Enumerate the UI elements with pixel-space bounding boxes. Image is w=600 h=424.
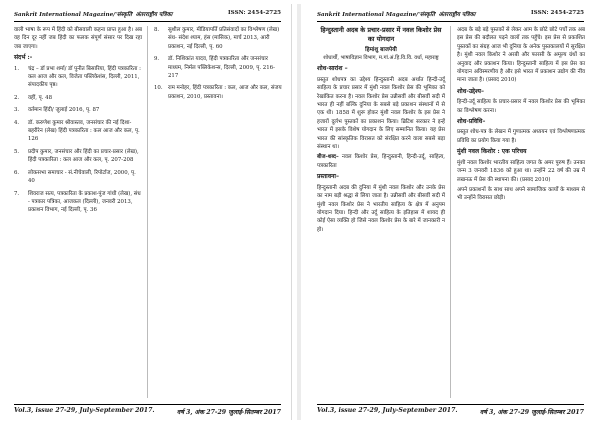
method-heading: शोध-प्रविधि–	[457, 118, 486, 126]
keywords-label: बीज-शब्द–	[317, 154, 339, 161]
reference-item	[14, 119, 142, 144]
reference-text: शिवराज सत्य, पत्रकारिता के प्रकाश-पुंज गांधी (लेख), संध - पत्रकार पत्रिका, आजकल (दिल्ली), जनवरी 2013, प्रकाशन विभाग, नई दिल्ली, पृ. 36	[28, 190, 141, 214]
author-name: हिमांशु बाजपेयी	[365, 47, 397, 53]
reference-item	[14, 169, 142, 186]
introduction-text: हिन्दुस्तानी अदब की दुनिया में मुंशी नवल किशोर और उनके प्रेस का नाम बड़ी श्रद्धा से लिया जाता है। उन्नीसवीं और बीसवीं सदी में मुंशी नवल किशोर प्रेस ने भारतीय साहित्य के क्षेत्र में अनुपम योगदान दिया। हिन्दी और उर्दू साहित्य के इतिहास में शायद ही कोई ऐसा व्यक्ति हो जिसे नवल किशोर प्रेस के बारे में जानकारी न हो।	[317, 184, 445, 233]
magazine-title: Sankrit International Magazine/'संस्कृति' अंतरराष्ट्रीय पत्रिका	[14, 12, 173, 18]
reference-text: वहीं, पृ. 48	[28, 94, 53, 101]
reference-number: 5.	[14, 148, 20, 155]
article-title: हिन्दुस्तानी अदब के प्रचार-प्रसार में नवल किशोर प्रेस का योगदान	[320, 26, 442, 43]
magazine-title: Sankrit International Magazine/'संस्कृति' अंतरराष्ट्रीय पत्रिका	[317, 12, 476, 18]
aim-text: हिन्दी-उर्दू साहित्य के प्रचार-प्रसार में नवल किशोर प्रेस की भूमिका का विश्लेषण करना।	[457, 99, 585, 114]
author-affiliation: शोधार्थी, भाषाविज्ञान विभाग, म.गां.अं.हि.वि.वि. वर्धा, महाराष्ट्र	[323, 55, 439, 62]
left-page	[4, 4, 292, 420]
reference-item	[14, 190, 142, 215]
reference-text: राम मनोहर, हिंदी पत्रकारिता : कल, आज और कल, संजय प्रकाशन, 2010, प्रस्तावना।	[168, 85, 282, 100]
keywords-line	[317, 153, 445, 170]
left-column-2	[154, 26, 282, 105]
left-column-1	[14, 26, 142, 219]
reference-item	[154, 55, 282, 80]
issn-number: ISSN: 2454-2725	[531, 10, 584, 16]
column-divider	[147, 26, 148, 398]
reference-text: डॉ. करुणेश कुमार श्रीवास्तव, जनसंचार की नई दिशा-बहरीरेन (लेख) हिंदी पत्रकारिता : कल आज और कल, पृ. 126	[28, 119, 140, 143]
magazine-spread	[4, 4, 596, 420]
column-divider	[450, 26, 451, 398]
reference-text: डॉ. निशिकांत यादव, हिंदी पत्रकारिता और जनसंचार माध्यम, निर्मल पब्लिकेशन्स, दिल्ली, 2009, पृ. 216-217	[168, 56, 275, 80]
issn-number: ISSN: 2454-2725	[228, 10, 281, 16]
reference-item	[14, 94, 142, 102]
reference-item	[14, 106, 142, 114]
header-rule	[317, 21, 584, 22]
references-list-continued	[154, 26, 282, 101]
reference-number: 2.	[14, 94, 20, 101]
reference-number: 3.	[14, 107, 20, 114]
biography-text-2: अपने प्रकाशनों के साथ साथ अपने सामाजिक कार्यों के माध्यम से भी उन्होंने विरासत छोड़ी।	[457, 186, 585, 202]
volume-issue-english: Vol.3, issue 27-29, July-September 2017.	[14, 407, 155, 414]
aim-heading: शोध-उद्देश्य–	[457, 87, 485, 95]
reference-item	[14, 148, 142, 165]
abstract-text: प्रस्तुत शोधपत्र का उद्देश्य हिन्दुस्तानी अदब अर्थात हिन्दी-उर्दू साहित्य के प्रचार प्रसार में मुंशी नवल किशोर प्रेस की भूमिका को रेखांकित करना है। नवल किशोर प्रेस उन्नीसवीं और बीसवीं सदी में भारत ही नहीं बल्कि दुनिया के सबसे बड़े प्रकाशन संस्थानों में से एक थी। 1858 में शुरू होकर मुंशी नवल किशोर के इस प्रेस ने हजारों दुर्लभ पुस्तकों का प्रकाशन किया। ब्रिटिश सरकार ने इन्हें भारत में इसके विशेष योगदान के लिए सम्मानित किया। यह प्रेस भारत की सांस्कृतिक विरासत को संरक्षित करने वाला सबसे बड़ा संस्थान था।	[317, 76, 445, 151]
introduction-heading: प्रस्तावना–	[317, 173, 339, 181]
reference-number: 4.	[14, 119, 20, 126]
reference-number: 8.	[154, 27, 160, 33]
volume-issue-english: Vol.3, issue 27-29, July-September 2017.	[317, 407, 458, 414]
volume-issue-hindi: वर्ष 3, अंक 27-29 जुलाई-सितम्बर 2017	[176, 409, 281, 416]
page-gutter	[297, 4, 301, 420]
references-list	[14, 65, 142, 215]
reference-number: 6.	[14, 169, 20, 176]
continued-paragraph: अदब के बड़े बड़े पुस्तकों से लेकर आम के छोटे छोटे पर्चों तक अब इस प्रेस की बदौलत पढ़ने वालों तक पहुँचे। इस प्रेस से प्रकाशित पुस्तकों का संग्रह आज भी दुनिया के अनेक पुस्तकालयों में सुरक्षित है। मुंशी नवल किशोर ने अरबी और फारसी के अमूल्य ग्रंथों का अनुवाद और प्रकाशन किया। हिन्दुस्तानी साहित्य में इस प्रेस का योगदान अविस्मरणीय है और इसे भारत में प्रकाशन उद्योग की नींव माना जाता है। (प्रसाद 2010)	[457, 27, 585, 84]
footer-rule	[317, 404, 584, 405]
left-page-header	[14, 10, 281, 20]
volume-issue-hindi: वर्ष 3, अंक 27-29 जुलाई-सितम्बर 2017	[479, 409, 584, 416]
reference-number: 1.	[14, 65, 20, 72]
header-rule	[14, 21, 281, 22]
reference-text: प्रदीप कुमार, जनसंचार और हिंदी का प्रचार-प्रसार (लेख), हिंदी पत्रकारिता : कल आज और कल, पृ. 207-208	[28, 148, 139, 164]
reference-number: 9.	[154, 56, 160, 63]
reference-text: चंद्र – डॉ प्रभा शर्मा/ डॉ पुनीत बिसारिया, हिंदी पत्रकारिता : कल आज और कल, विजेता पब्लिकेशंस, दिल्ली, 2011, संपादकीय पृष्ठ।	[28, 65, 141, 89]
right-page-header	[317, 10, 584, 20]
right-page	[307, 4, 594, 420]
reference-item	[154, 84, 282, 101]
right-column-2	[457, 26, 585, 205]
biography-text: मुंशी नवल किशोर भारतीय साहित्य जगत के अमर पुरुष हैं। उनका जन्म 3 जनवरी 1836 को हुआ था। उन्होंने 22 वर्ष की उम्र में लखनऊ में प्रेस की स्थापना की। (प्रसाद 2010)	[457, 159, 585, 183]
abstract-heading: शोध-सारांश –	[317, 65, 348, 73]
footer-rule	[14, 404, 281, 405]
right-page-footer	[317, 407, 584, 416]
reference-text: लोकसभा समाचार - सं.नीचेवाली, रिपोर्टाज, 2000, पृ. 40	[28, 169, 136, 185]
reference-item	[154, 26, 282, 51]
reference-text: वर्तमान हिंदी/ जुलाई 2016, पृ. 87	[28, 107, 100, 114]
closing-paragraph: वाली भाषा के रूप में हिंदी को बीसवाली कहना प्राप्त हुआ है। अब वह दिन दूर नहीं जब हिंदी का फलक संपूर्ण संसार पर दिख रहा जब जाएगा।	[14, 27, 142, 50]
left-page-footer	[14, 407, 281, 416]
keywords-text: नवल किशोर प्रेस, हिन्दुस्तानी, हिन्दी-उर्दू, साहित्य, पत्रकारिता	[317, 154, 445, 169]
biography-heading: मुंशी नवल किशोर : एक परिचय	[457, 148, 527, 156]
reference-number: 7.	[14, 190, 20, 197]
reference-text: सुशील कुमार, मीडियापर्ति प्रतिसंवादों का विश्लेषण (लेख) संध- संदेश श्याम, हंस (मासिक), मार्च 2013, आरी प्रकाशन, नई दिल्ली, पृ. 60	[168, 27, 280, 50]
reference-item	[14, 65, 142, 90]
reference-number: 10.	[154, 85, 163, 92]
references-heading: संदर्भ :-	[14, 54, 33, 62]
method-text: प्रस्तुत शोध-पत्र के लेखन में गुणात्मक अध्ययन एवं विश्लेषणात्मक प्रविधि का प्रयोग किया गया है।	[457, 129, 585, 144]
right-column-1	[317, 26, 445, 236]
